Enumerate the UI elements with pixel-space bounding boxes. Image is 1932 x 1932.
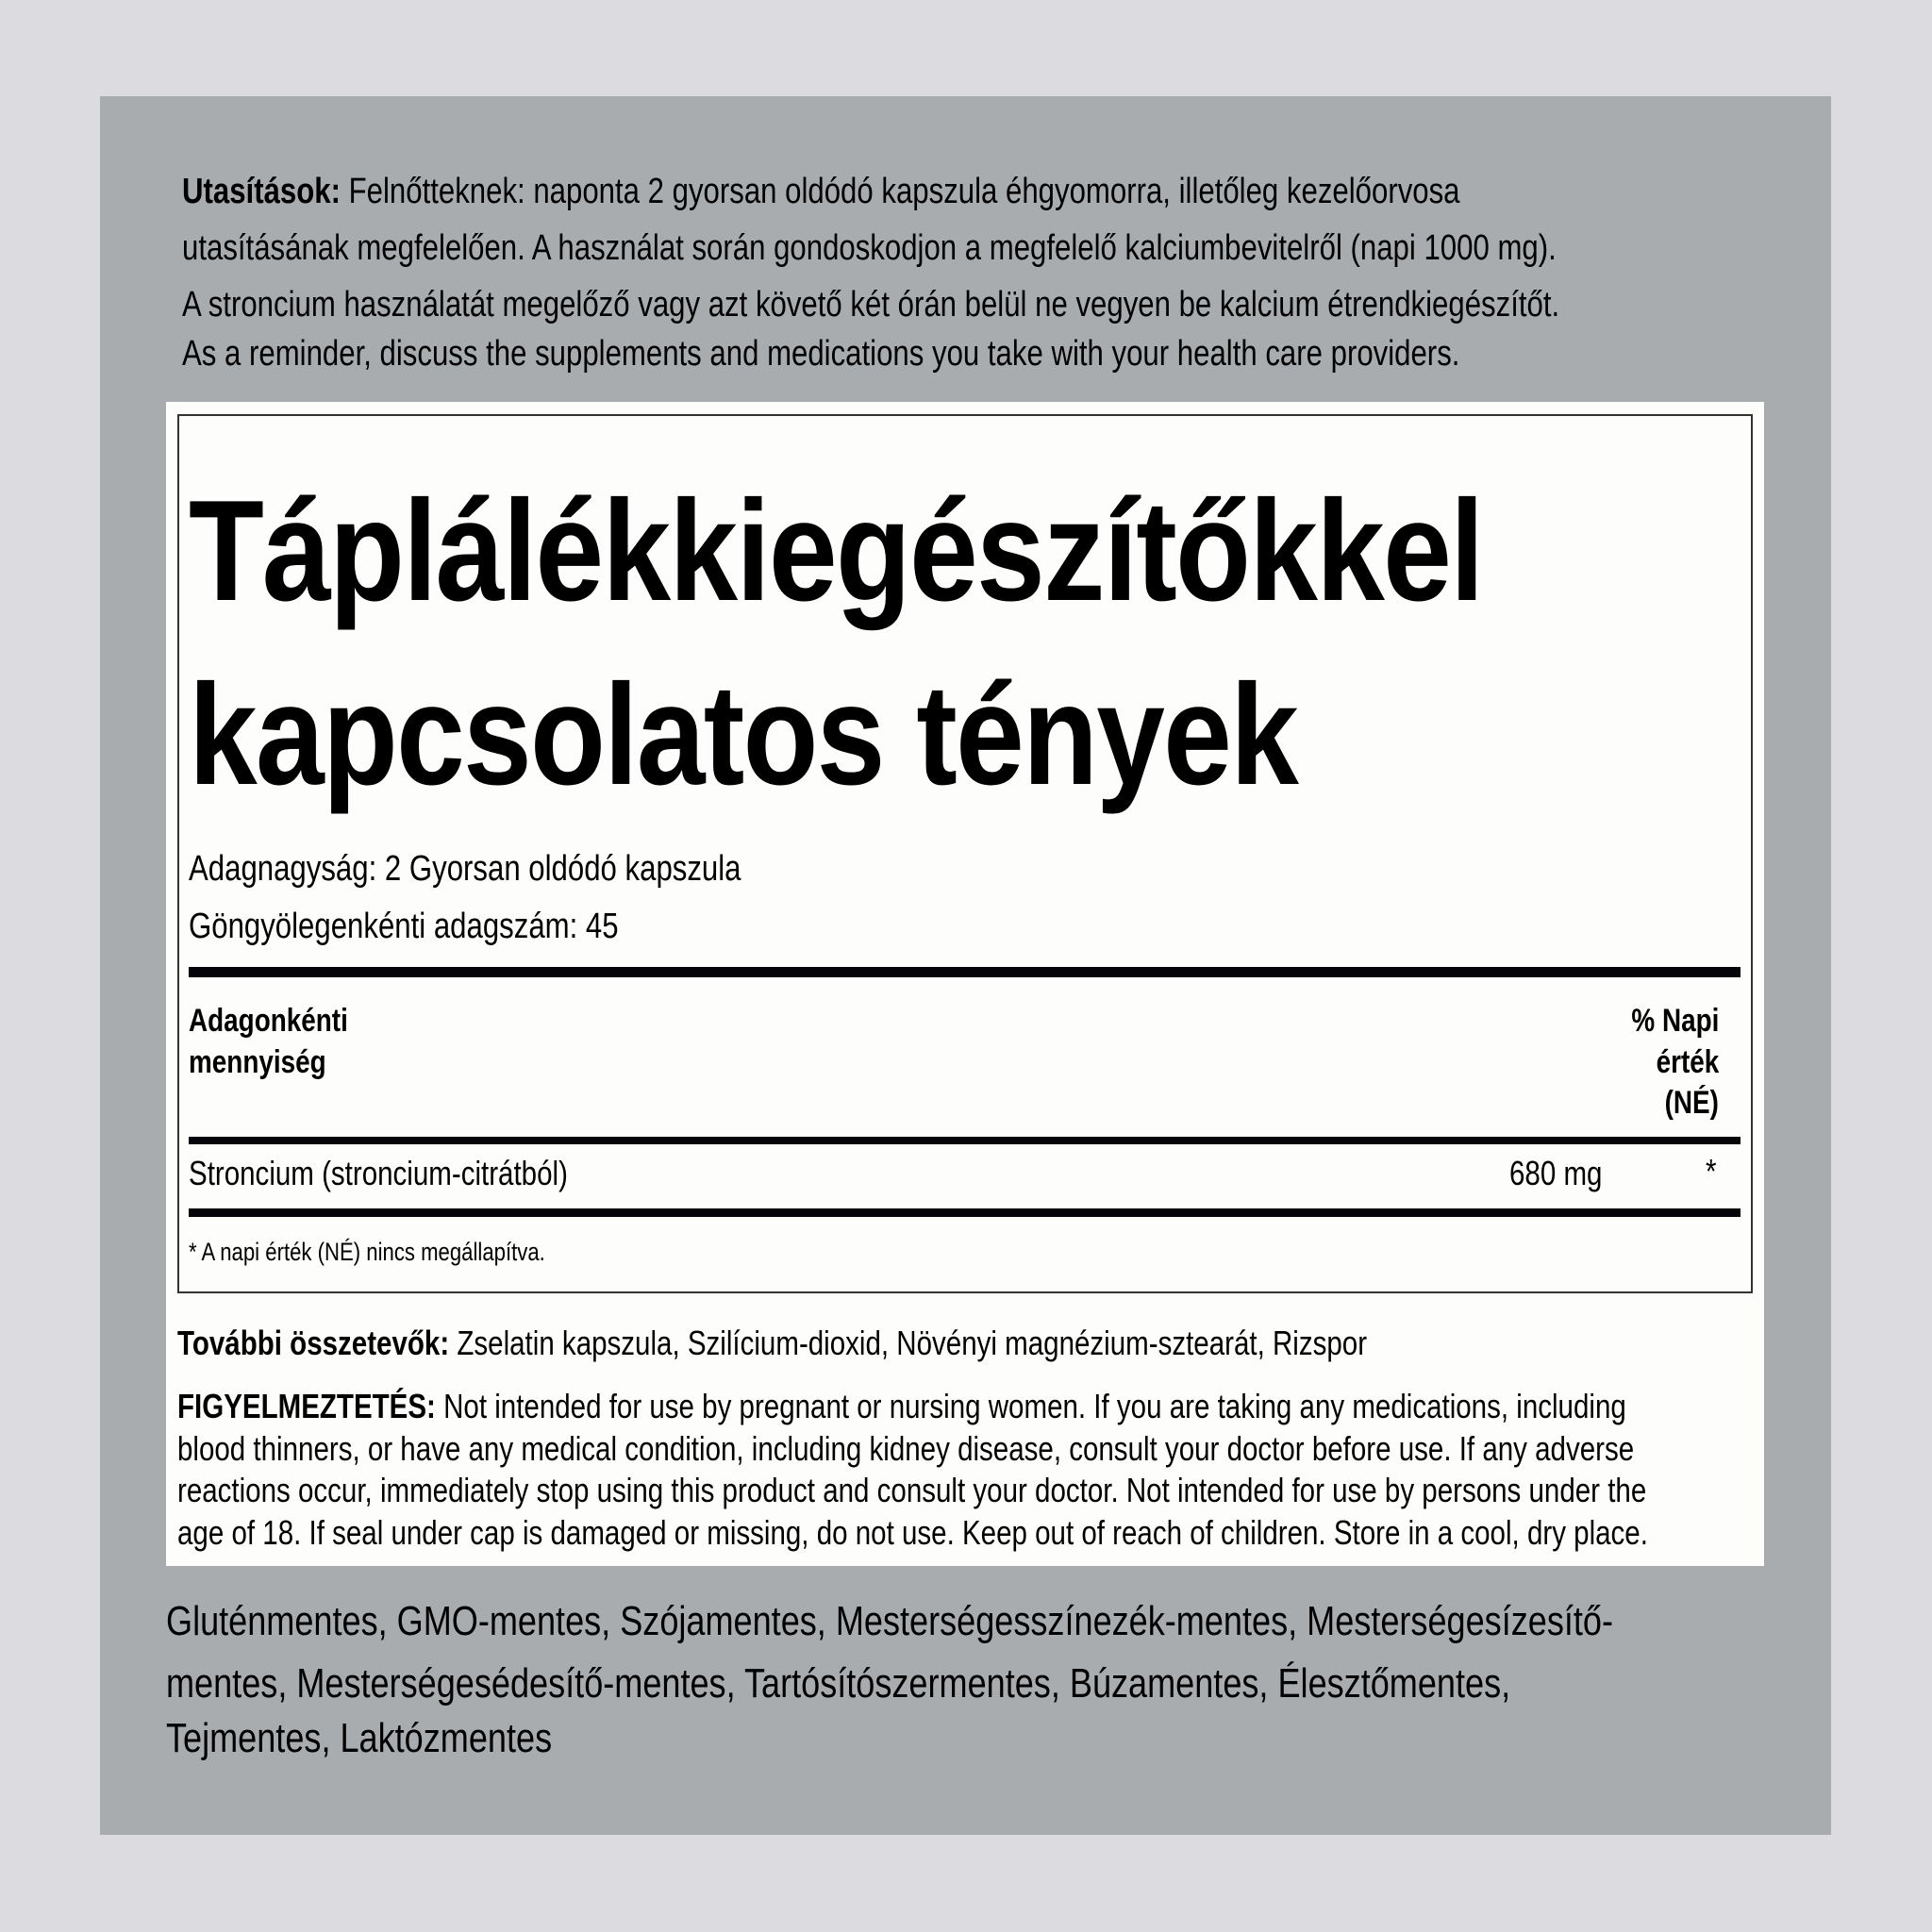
free-from-line: mentes, Mesterségesédesítő-mentes, Tartósítószermentes, Búzamentes, Élesztőmentes,	[166, 1660, 1511, 1707]
directions-text: Felnőtteknek: naponta 2 gyorsan oldódó kapszula éhgyomorra, illetőleg kezelőorvosa	[340, 172, 1460, 211]
footnote: * A napi érték (NÉ) nincs megállapítva.	[189, 1238, 545, 1266]
header-daily-value: % Napi	[1631, 1003, 1719, 1039]
facts-title-line: Táplálékkiegészítőkkel	[189, 471, 1483, 631]
warning-line: blood thinners, or have any medical condition, including kidney disease, consult your doctor before use. If any adverse	[177, 1429, 1635, 1468]
warning-label: FIGYELMEZTETÉS:	[177, 1387, 436, 1425]
directions-line: A stroncium használatát megelőző vagy azt követő két órán belül ne vegyen be kalcium étrendkiegészítőt.	[182, 285, 1560, 325]
serving-size: Adagnagyság: 2 Gyorsan oldódó kapszula	[189, 849, 741, 889]
servings-per-container: Göngyölegenkénti adagszám: 45	[189, 907, 619, 946]
directions-line: utasításának megfelelően. A használat során gondoskodjon a megfelelő kalciumbevitelről (napi 1000 mg).	[182, 228, 1557, 268]
other-ingredients	[177, 1326, 1367, 1360]
warning-line	[177, 1387, 1626, 1425]
header-daily-value: érték	[1656, 1044, 1719, 1080]
facts-title-line: kapcsolatos tények	[189, 655, 1298, 815]
medium-divider	[189, 1208, 1740, 1217]
header-daily-value: (NÉ)	[1664, 1085, 1719, 1121]
medium-divider	[189, 1137, 1740, 1144]
directions-line: As a reminder, discuss the supplements and medications you take with your health care providers.	[182, 334, 1460, 374]
other-ingredients-text: Zselatin kapszula, Szilícium-dioxid, Növényi magnézium-sztearát, Rizspor	[449, 1324, 1368, 1362]
free-from-line: Tejmentes, Laktózmentes	[166, 1715, 553, 1761]
directions-label: Utasítások:	[182, 172, 341, 211]
warning-text: Not intended for use by pregnant or nursing women. If you are taking any medications, including	[435, 1387, 1626, 1425]
directions-line	[182, 174, 1460, 209]
free-from-line: Gluténmentes, GMO-mentes, Szójamentes, Mesterségesszínezék-mentes, Mesterségesízesítő-	[166, 1598, 1614, 1644]
warning-line: reactions occur, immediately stop using this product and consult your doctor. Not intended for use by persons under the	[177, 1471, 1647, 1509]
thick-divider	[189, 967, 1740, 977]
nutrient-daily-value: *	[1706, 1152, 1717, 1191]
warning-line: age of 18. If seal under cap is damaged or missing, do not use. Keep out of reach of children. Store in a cool, dry place.	[177, 1513, 1648, 1552]
header-amount: mennyiség	[189, 1044, 326, 1080]
nutrient-name: Stroncium (stroncium-citrátból)	[189, 1154, 568, 1192]
other-ingredients-label: További összetevők:	[177, 1324, 450, 1362]
nutrient-amount: 680 mg	[1509, 1154, 1603, 1192]
header-amount: Adagonkénti	[189, 1003, 348, 1039]
